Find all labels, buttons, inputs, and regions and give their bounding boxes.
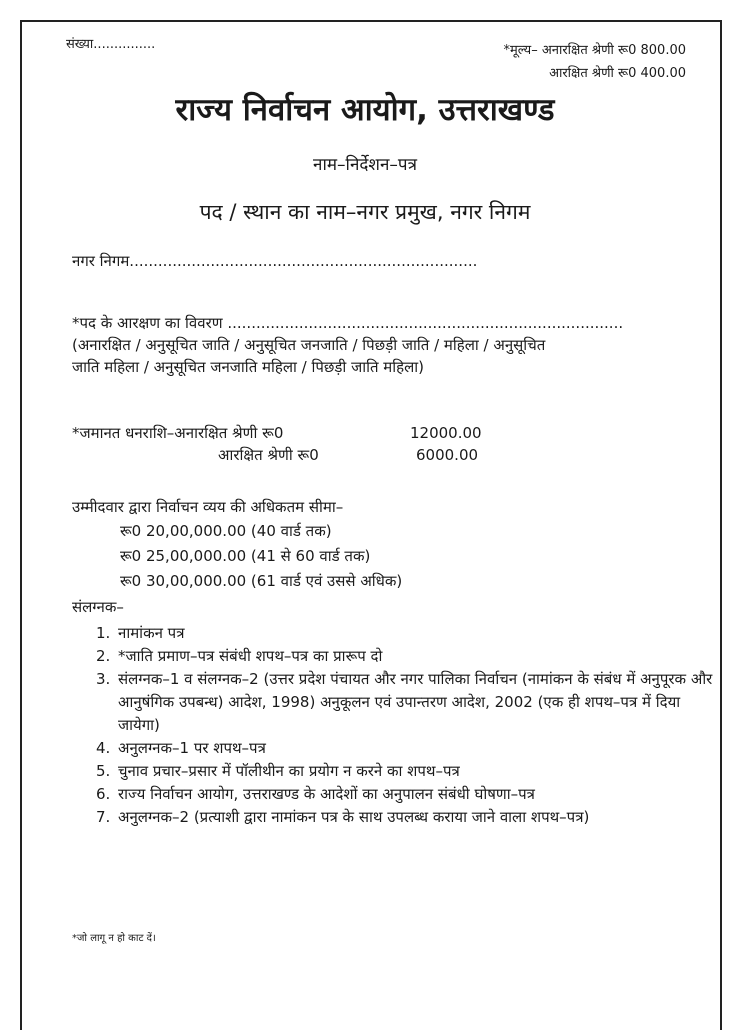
- attachments-list: [96, 622, 722, 829]
- price-line-reserved: आरक्षित श्रेणी रू0 400.00: [549, 66, 686, 81]
- deposit-label-unreserved: *जमानत धनराशि–अनारक्षित श्रेणी रू0: [72, 424, 284, 442]
- list-item: [96, 760, 722, 783]
- list-item: [96, 737, 722, 760]
- list-item-number: 4.: [96, 739, 111, 757]
- deposit-amount-reserved: 6000.00: [416, 446, 479, 464]
- expense-limit-40: रू0 20,00,000.00 (40 वार्ड तक): [120, 522, 332, 540]
- list-item-text: नामांकन पत्र: [118, 624, 185, 642]
- list-item-text: अनुलग्नक–1 पर शपथ–पत्र: [118, 739, 266, 757]
- list-item-text: अनुलग्नक–2 (प्रत्याशी द्वारा नामांकन पत्र के साथ उपलब्ध कराया जाने वाला शपथ–पत्र): [118, 808, 590, 826]
- expense-heading: उम्मीदवार द्वारा निर्वाचन व्यय की अधिकतम सीमा–: [72, 498, 344, 516]
- list-item-number: 6.: [96, 785, 111, 803]
- price-line-unreserved: *मूल्य– अनारक्षित श्रेणी रू0 800.00: [503, 43, 686, 58]
- nagar-nigam-field: नगर निगम.........................................................................: [72, 252, 478, 270]
- list-item-number: 2.: [96, 647, 111, 665]
- list-item-text: संलग्नक–1 व संलग्नक–2 (उत्तर प्रदेश पंचायत और नगर पालिका निर्वाचन (नामांकन के संबंध में अनुपूरक और आनुषंगिक उपबन्ध) आदेश, 1998) अनुकूलन एवं उपान्तरण आदेश, 2002 (एक ही शपथ–पत्र में दिया जायेगा): [118, 670, 713, 734]
- expense-limit-61: रू0 30,00,000.00 (61 वार्ड एवं उससे अधिक): [120, 572, 403, 590]
- list-item: [96, 622, 722, 645]
- list-item: [96, 645, 722, 668]
- commission-title: राज्य निर्वाचन आयोग, उत्तराखण्ड: [175, 92, 555, 128]
- form-subtitle: नाम–निर्देशन–पत्र: [313, 155, 417, 175]
- footnote: *जो लागू न हो काट दें।: [72, 933, 156, 944]
- list-item: [96, 668, 722, 737]
- reservation-label: *पद के आरक्षण का विवरण ...................................................................................: [72, 314, 624, 332]
- reservation-options-line1: (अनारक्षित / अनुसूचित जाति / अनुसूचित जनजाति / पिछड़ी जाति / महिला / अनुसूचित: [72, 336, 546, 354]
- reservation-options-line2: जाति महिला / अनुसूचित जनजाति महिला / पिछड़ी जाति महिला): [72, 358, 425, 376]
- attachments-heading: संलग्नक–: [72, 598, 124, 616]
- deposit-label-reserved: आरक्षित श्रेणी रू0: [218, 446, 319, 464]
- list-item-number: 7.: [96, 808, 111, 826]
- expense-limit-41-60: रू0 25,00,000.00 (41 से 60 वार्ड तक): [120, 547, 371, 565]
- post-name: पद / स्थान का नाम–नगर प्रमुख, नगर निगम: [199, 200, 531, 224]
- list-item-text: *जाति प्रमाण–पत्र संबंधी शपथ–पत्र का प्रारूप दो: [118, 647, 383, 665]
- list-item: [96, 806, 722, 829]
- serial-number-label: संख्या...............: [66, 37, 156, 52]
- list-item-number: 5.: [96, 762, 111, 780]
- list-item: [96, 783, 722, 806]
- list-item-number: 3.: [96, 670, 111, 688]
- list-item-text: राज्य निर्वाचन आयोग, उत्तराखण्ड के आदेशों का अनुपालन संबंधी घोषणा–पत्र: [118, 785, 535, 803]
- list-item-number: 1.: [96, 624, 111, 642]
- list-item-text: चुनाव प्रचार–प्रसार में पॉलीथीन का प्रयोग न करने का शपथ–पत्र: [118, 762, 460, 780]
- deposit-amount-unreserved: 12000.00: [410, 424, 482, 442]
